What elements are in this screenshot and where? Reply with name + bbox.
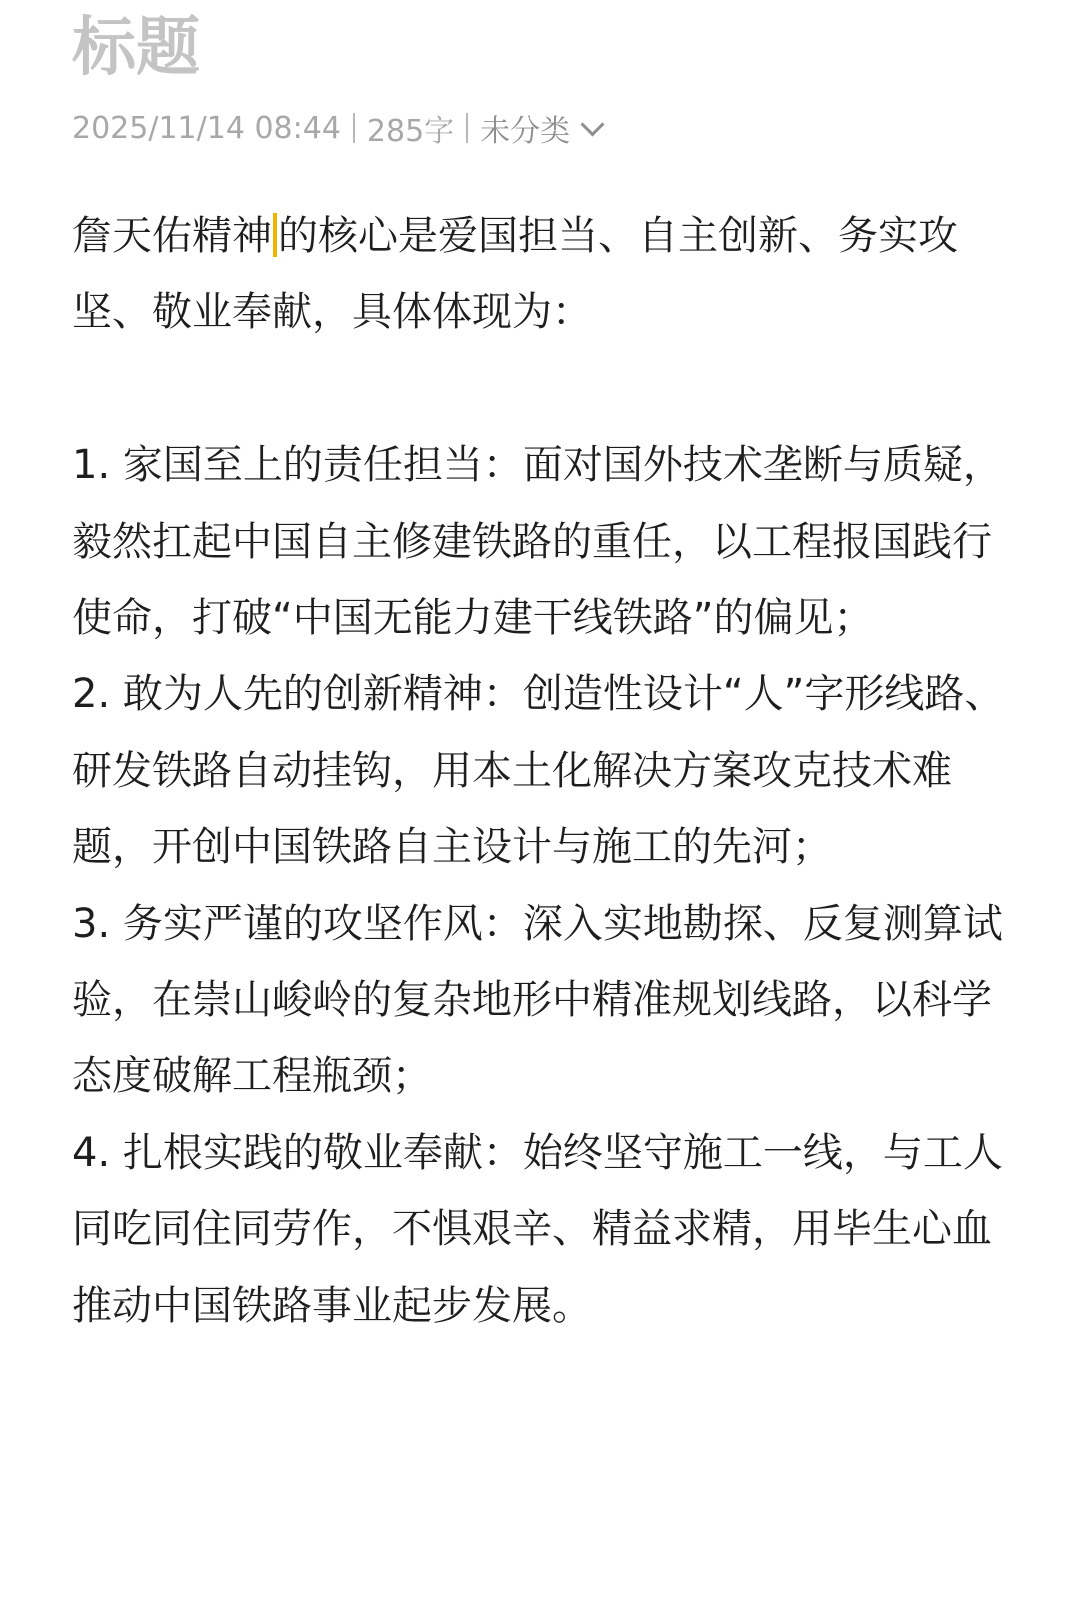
note-datetime: 2025/11/14 08:44: [72, 110, 341, 146]
body-text-after-caret: 的核心是爱国担当、自主创新、务实攻坚、敬业奉献，具体体现为： 1. 家国至上的责任担当：面对国外技术垄断与质疑，毅然扛起中国自主修建铁路的重任，以工程报国践行使命，打破“中国无能力建干线铁路”的偏见； 2. 敢为人先的创新精神：创造性设计“人”字形线路、研发铁路自动挂钩，用本土化解决方案攻克技术难题，开创中国铁路自主设计与施工的先河； 3. 务实严谨的攻坚作风：深入实地勘探、反复测算试验，在崇山峻岭的复杂地形中精准规划线路，以科学态度破解工程瓶颈； 4. 扎根实践的敬业奉献：始终坚守施工一线，与工人同吃同住同劳作，不惧艰辛、精益求精，用毕生心血推动中国铁路事业起步发展。: [72, 213, 1005, 1329]
category-label: 未分类: [480, 114, 571, 149]
note-meta-bar: [72, 104, 601, 152]
note-body-editor[interactable]: [72, 198, 1007, 1344]
chevron-down-icon: [581, 112, 605, 136]
note-word-count: 285字: [366, 114, 455, 149]
meta-divider: [353, 113, 355, 143]
body-text-before-caret: 詹天佑精神: [72, 213, 272, 259]
text-caret: [273, 213, 277, 257]
note-title[interactable]: 标题: [72, 11, 200, 85]
category-selector[interactable]: [480, 106, 601, 150]
meta-divider: [466, 113, 468, 143]
